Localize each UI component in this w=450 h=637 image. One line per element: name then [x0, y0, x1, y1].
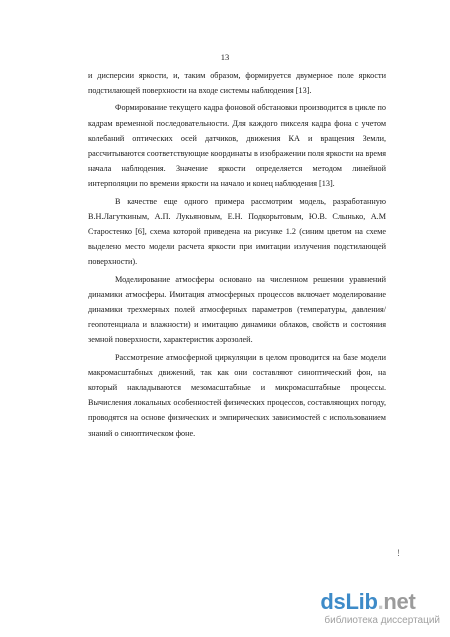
watermark-subtitle: библиотека диссертаций [324, 615, 440, 626]
margin-mark: ! [397, 548, 400, 558]
paragraph-3: В качестве еще одного примера рассмотрим модель, разработанную В.Н.Лагуткиным, А.П. Лукьяновым, Е.Н. Подкорытовым, Ю.В. Слынько, А.М Старостенко [6], схема которой приведена на рисунке 1.2 (синим цветом на схеме выделено место модели расчета яркости при имитации излучения подстилающей поверхности). [88, 196, 386, 267]
paragraph-4: Моделирование атмосферы основано на численном решении уравнений динамики атмосферы. Имитация атмосферных процессов включает моделирование динамики трехмерных полей атмосферных параметров (температуры, давления/геопотенциала и влажности) и имитацию динамики облаков, свойств и состояния земной поверхности, характеристик аэрозолей. [88, 274, 386, 345]
body-text [88, 68, 386, 441]
dslib-watermark[interactable] [320, 590, 440, 627]
paragraph-1: и дисперсии яркости, и, таким образом, формируется двумерное поле яркости подстилающей поверхности на входе системы наблюдения [13]. [88, 71, 386, 96]
logo-ds: ds [320, 589, 346, 614]
logo-lib: Lib [345, 589, 378, 614]
page-number: 13 [220, 52, 230, 62]
paragraph-5: Рассмотрение атмосферной циркуляции в целом проводится на базе модели макромасштабных движений, так как они составляют синоптический фон, на который накладываются мезомасштабные и микромасштабные процессы. Вычисления локальных особенностей физических процессов, составляющих погоду, проводятся на основе физических и эмпирических зависимостей с использованием знаний о синоптическом фоне. [88, 352, 386, 438]
logo-net: net [383, 589, 416, 614]
paragraph-2: Формирование текущего кадра фоновой обстановки производится в цикле по кадрам временной последовательности. Для каждого пикселя кадра фона с учетом колебаний оптических осей датчиков, движения КА и вращения Земли, рассчитываются соответствующие координаты в изображении поля яркости на время начала наблюдения. Значение яркости определяется методом линейной интерполяции по времени яркости на начало и конец наблюдения [13]. [88, 103, 387, 189]
logo-dot: . [377, 589, 384, 614]
dslib-logo [320, 590, 440, 614]
